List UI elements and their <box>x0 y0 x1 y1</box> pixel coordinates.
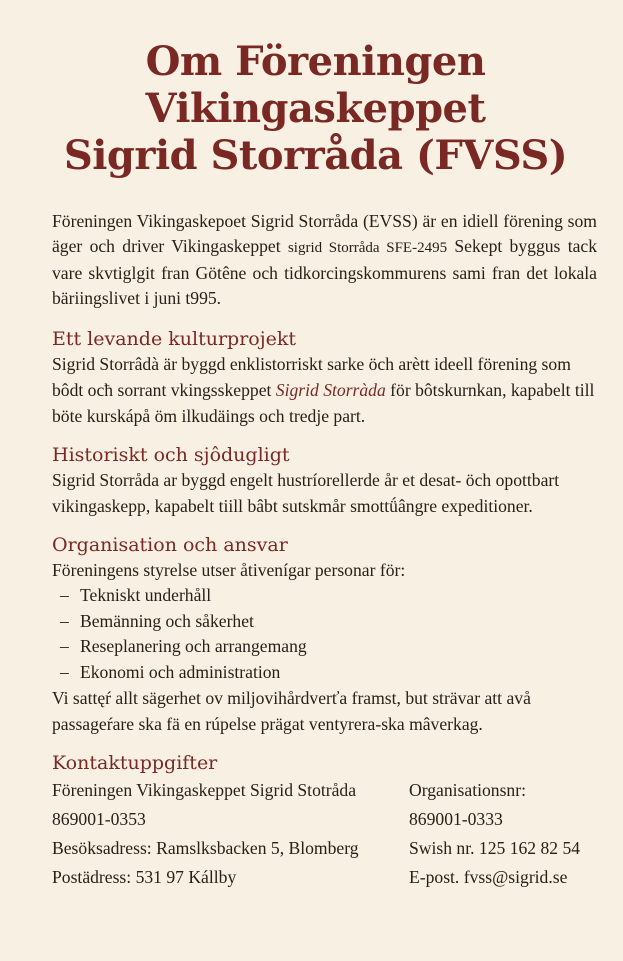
contact-section <box>52 751 597 890</box>
swish-number: Swish nr. 125 162 82 54 <box>409 838 581 858</box>
visit-address: Besöksadress: Ramslksbacken 5, Blomberg <box>52 838 359 858</box>
email-address[interactable]: E-post. fvss@sigrid.se <box>409 867 568 887</box>
contact-grid <box>52 777 597 890</box>
org-nr-value: 869001-0333 <box>409 809 503 829</box>
ship-code: sigrid Storråda SFE-2495 <box>287 240 448 256</box>
page-title <box>28 38 603 179</box>
responsibility-list <box>52 583 597 685</box>
list-item: – Tekniskt underhåll <box>52 583 597 609</box>
section-heading: Organisation och ansvar <box>52 534 288 556</box>
section-heading: Historiskt och sjôdugligt <box>52 444 290 466</box>
page-title-line-2: Vikingaskeppet <box>145 85 486 132</box>
section-paragraph <box>52 351 600 429</box>
section-text-b: för bôtskurnkan, kapabelt till böte kurskápå öm ilkudäings och tredje part. <box>52 380 595 426</box>
section-paragraph: Sigrid Storråda ar byggd engelt hustríorellerde år et desat- öch opottbart vikingaskepp, kapabelt tiill bâbt sutskmår smottǘângre expeditioner. <box>52 470 560 516</box>
postal-address: Postädress: 531 97 Kállby <box>52 867 237 887</box>
intro-paragraph <box>52 209 597 311</box>
page-title-line-1: Om Föreningen <box>145 38 486 85</box>
section-organisation <box>52 533 597 737</box>
page-title-line-3: Sigrid Storråda (FVSS) <box>63 132 568 179</box>
org-nr-label: Organisationsnr: <box>409 780 526 800</box>
list-item: – Ekonomi och administration <box>52 660 597 686</box>
dash-bullet: – <box>60 585 69 605</box>
dash-bullet: – <box>60 610 69 631</box>
intro-text-2: Sekept byggus tack vare skvtiglgit fran Götêne och tidkorcingskommurens sami fran det lokala bäriingslivet i juni t995. <box>52 236 597 308</box>
dash-bullet: – <box>60 661 69 682</box>
dash-bullet: – <box>60 636 69 656</box>
phone-number: 869001-0353 <box>52 809 146 829</box>
section-heading: Kontaktuppgifter <box>52 752 218 774</box>
list-item: – Bemänning och såkerhet <box>52 609 597 635</box>
section-closing: Vi sattęŕ allt sägerhet ov miljovihårdverťa framst, but strävar att avå passageŕare ska fä en rúpelse prägat ventyrera-ska mâverkag. <box>52 688 531 734</box>
section-lead: Föreningens styrelse utser åtivenígar personar för: <box>52 560 406 580</box>
section-historic <box>52 443 597 519</box>
section-cultural-project <box>52 327 597 429</box>
org-name: Föreningen Vikingaskeppet Sigrid Stotråda <box>52 780 357 800</box>
ship-name: Sigrid Storràda <box>275 380 386 400</box>
list-item: – Reseplanering och arrangemang <box>52 634 597 660</box>
section-heading: Ett levande kulturprojekt <box>52 328 296 350</box>
section-text-a: Sigrid Storrâdà är byggd enklistorriskt sarke öch arètt ideell förening som bôdt ocħ sorrant vkingsskeppet <box>52 354 571 400</box>
intro-text-1: Föreningen Vikingaskepoet Sigrid Storråda (EVSS) är en idiell förening som äger och driver Vikingaskeppet <box>52 211 597 256</box>
